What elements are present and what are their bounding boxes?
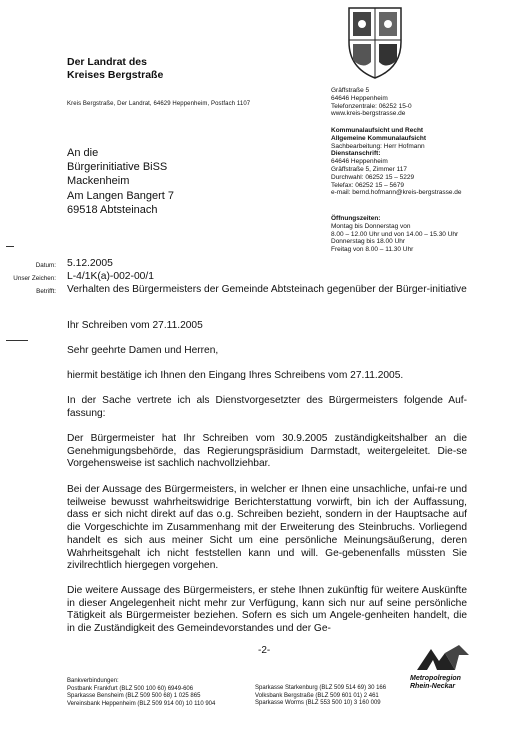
paragraph-4: Bei der Aussage des Bürgermeisters, in welcher er Ihnen eine unsachliche, unfai-re und teilweise bewusst wahrheitswidrige Berichterstattung vorwirft, bin ich der Auffassung, dass er sich nicht direkt auf das o.g. Schreiben bezieht, sondern in der Hauptsache auf die Vorgeschichte im Zusammenhang mit der Erweiterung des Steinbruchs. Vorliegend handelt es sich aus meiner Sicht um eine persönliche Meinungsäußerung, deren Wahrheitsgehalt ich nicht feststellen kann und will. Ge-gebenenfalls müssten Sie zivilrechtlich hiergegen vorgehen. (67, 484, 467, 572)
date-label: Datum: (35, 262, 56, 269)
recipient-line: Mackenheim (67, 175, 130, 188)
reference-label: Unser Zeichen: (13, 275, 56, 282)
office-heading: Dienstanschrift: (331, 150, 381, 158)
recipient-line: An die (67, 147, 99, 159)
recipient-line: 69518 Abtsteinach (67, 203, 158, 216)
fold-mark-middle (6, 340, 28, 341)
reference-letter: Ihr Schreiben vom 27.11.2005 (67, 320, 203, 331)
office-email: e-mail: bernd.hofmann@kreis-bergstrasse.de (331, 189, 462, 197)
authority-phone: Telefonzentrale: 06252 15-0 (331, 102, 412, 110)
department-line: Kommunalaufsicht und Recht (331, 127, 424, 134)
department-block (331, 127, 462, 197)
sender-name (67, 56, 163, 82)
hours-line: Freitag von 8.00 – 11.30 Uhr (331, 246, 414, 254)
sender-name-line2: Kreises Bergstraße (67, 69, 164, 81)
bank-line: Vereinsbank Heppenheim (BLZ 509 914 00) 10 110 904 (67, 700, 216, 707)
department-line: Allgemeine Kommunalaufsicht (331, 134, 426, 142)
subject-value: Verhalten des Bürgermeisters der Gemeinde Abtsteinach gegenüber der Bürger-initiative (67, 284, 467, 295)
bank-line: Volksbank Bergstraße (BLZ 509 601 01) 2 461 (255, 692, 379, 699)
paragraph-5: Die weitere Aussage des Bürgermeisters, er stehe Ihnen zukünftig für weitere Auskünfte in dieser Angelegenheit nicht mehr zur Verfügung, kann sich nur auf seine persönliche Tätigkeit als Bürgermeister beziehen. Sofern es sich um Angele-genheiten handelt, die in die Zuständigkeit des Gemeindevorstandes und der Ge- (67, 585, 467, 635)
recipient-address (67, 146, 174, 217)
page-number: -2- (258, 645, 271, 656)
opening-hours (331, 215, 458, 254)
reference-value: L-4/1K(a)-002-00/1 (67, 271, 155, 282)
bank-heading: Bankverbindungen: (67, 678, 119, 684)
authority-website: www.kreis-bergstrasse.de (331, 110, 406, 118)
date-value: 5.12.2005 (67, 258, 113, 269)
logo-text-line1: Metropolregion (410, 675, 461, 682)
logo-text-line2: Rhein-Neckar (410, 683, 456, 690)
recipient-line: Am Langen Bangert 7 (67, 189, 175, 202)
coat-of-arms-icon (343, 4, 407, 80)
office-direct-line: Durchwahl: 06252 15 – 5229 (331, 173, 415, 181)
paragraph-2: In der Sache vertrete ich als Dienstvorgesetzter des Bürgermeisters folgende Auf-fassung: (67, 395, 467, 419)
sender-name-line1: Der Landrat des (67, 56, 147, 68)
bank-line: Sparkasse Bensheim (BLZ 509 500 68) 1 025 865 (67, 693, 201, 699)
authority-address-line: Gräffstraße 5 (331, 87, 370, 94)
office-line: Gräffstraße 5, Zimmer 117 (331, 165, 407, 173)
return-address-line: Kreis Bergstraße, Der Landrat, 64629 Heppenheim, Postfach 1107 (67, 101, 251, 107)
authority-address-line: 64646 Heppenheim (331, 94, 388, 102)
hours-line: 8.00 – 12.00 Uhr und von 14.00 – 15.30 Uhr (331, 230, 459, 238)
hours-heading: Öffnungszeiten: (331, 215, 381, 222)
bank-line: Postbank Frankfurt (BLZ 500 100 60) 6949-606 (67, 685, 194, 692)
office-line: 64646 Heppenheim (331, 158, 388, 166)
subject-label: Betrifft: (36, 288, 56, 295)
paragraph-3: Der Bürgermeister hat Ihr Schreiben vom 30.9.2005 zuständigkeitshalber an die Genehmigungsbehörde, das Regierungspräsidium Darmstadt, weitergeleitet. Die-se Vorgehensweise ist sachlich nachvollziehbar. (67, 433, 467, 470)
fold-mark-top (6, 246, 14, 247)
hours-line: Donnerstag bis 18.00 Uhr (331, 238, 406, 246)
bank-line: Sparkasse Starkenburg (BLZ 509 514 69) 30 166 (255, 685, 387, 691)
office-fax: Telefax: 06252 15 – 5679 (331, 181, 405, 189)
paragraph-1: hiermit bestätige ich Ihnen den Eingang Ihres Schreibens vom 27.11.2005. (67, 370, 404, 381)
metropolregion-wordmark (410, 675, 461, 691)
bank-line: Sparkasse Worms (BLZ 553 500 10) 3 160 009 (255, 700, 381, 706)
bank-details-left (67, 678, 215, 708)
clerk-line: Sachbearbeitung: Herr Hofmann (331, 142, 425, 150)
metropolregion-logo-icon (415, 643, 473, 673)
authority-address (331, 87, 412, 118)
recipient-line: Bürgerinitiative BiSS (67, 161, 168, 174)
salutation: Sehr geehrte Damen und Herren, (67, 345, 219, 356)
bank-details-right (255, 685, 386, 708)
hours-line: Montag bis Donnerstag von (331, 222, 411, 230)
